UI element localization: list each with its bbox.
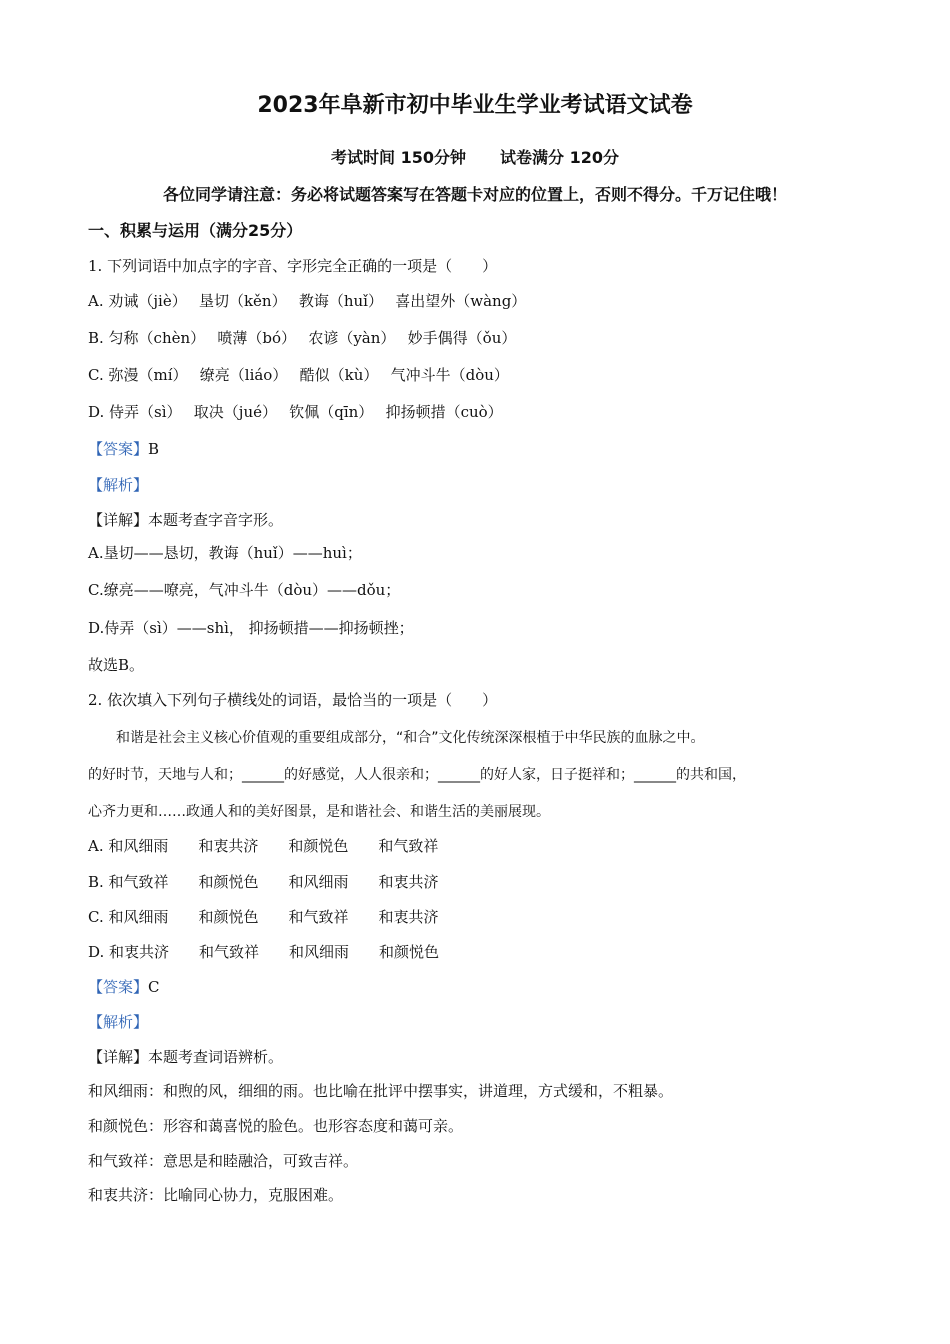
q2-passage-line-0: 和谐是社会主义核心价值观的重要组成部分，“和合”文化传统深深根植于中华民族的血脉之中。 <box>88 730 705 746</box>
q1-detail-3: D.侍弄（sì）——shì， 抑扬顿措——抑扬顿挫； <box>88 619 414 637</box>
answer-tag: 【答案】 <box>88 978 149 996</box>
page-title: 2023年阜新市初中毕业生学业考试语文试卷 <box>257 93 693 118</box>
answer-value: B <box>148 440 160 458</box>
q1-option-d: D. 侍弄（sì） 取决（jué） 钦佩（qīn） 抑扬顿措（cuò） <box>88 403 503 421</box>
answer-tag: 【答案】 <box>88 440 149 458</box>
q2-option-d: D. 和衷共济 和气致祥 和风细雨 和颜悦色 <box>88 943 440 961</box>
q2-option-b: B. 和气致祥 和颜悦色 和风细雨 和衷共济 <box>88 873 439 891</box>
q1-stem: 1. 下列词语中加点字的字音、字形完全正确的一项是（ ） <box>88 257 498 275</box>
q2-detail-3: 和气致祥：意思是和睦融洽，可致吉祥。 <box>88 1152 359 1170</box>
q2-detail-1: 和风细雨：和煦的风，细细的雨。也比喻在批评中摆事实，讲道理，方式缓和，不粗暴。 <box>88 1082 674 1100</box>
answer-value: C <box>148 978 160 996</box>
q1-detail-0: 【详解】本题考查字音字形。 <box>88 511 284 529</box>
q1-answer <box>88 439 159 459</box>
exam-score: 试卷满分 120分 <box>500 148 619 167</box>
q1-detail-1: A.垦切——恳切，教诲（huǐ）——huì； <box>88 544 362 562</box>
section-heading: 一、积累与运用（满分25分） <box>88 221 303 240</box>
q1-option-b: B. 匀称（chèn） 喷薄（bó） 农谚（yàn） 妙手偶得（ǒu） <box>88 329 517 347</box>
q2-analysis-tag: 【解析】 <box>88 1013 149 1031</box>
q2-option-c: C. 和风细雨 和颜悦色 和气致祥 和衷共济 <box>88 908 439 926</box>
exam-meta <box>0 145 950 168</box>
q2-detail-2: 和颜悦色：形容和蔼喜悦的脸色。也形容态度和蔼可亲。 <box>88 1117 464 1135</box>
q1-detail-2: C.缭亮——嘹亮，气冲斗牛（dòu）——dǒu； <box>88 581 401 599</box>
q2-detail-0: 【详解】本题考查词语辨析。 <box>88 1048 284 1066</box>
q1-detail-4: 故选B。 <box>88 656 145 674</box>
exam-time: 考试时间 150分钟 <box>331 148 466 167</box>
q1-analysis-tag: 【解析】 <box>88 476 149 494</box>
q1-option-a: A. 劝诫（jiè） 垦切（kěn） 教诲（huǐ） 喜出望外（wàng） <box>88 292 527 310</box>
q2-answer <box>88 977 160 997</box>
exam-notice: 各位同学请注意：务必将试题答案写在答题卡对应的位置上，否则不得分。千万记住哦！ <box>162 185 787 204</box>
q2-option-a: A. 和风细雨 和衷共济 和颜悦色 和气致祥 <box>88 837 439 855</box>
q2-passage-line-1: 的好时节，天地与人和；______的好感觉，人人很亲和；______的好人家，日子挺祥和；______的共和国， <box>88 767 746 783</box>
q2-detail-4: 和衷共济：比喻同心协力，克服困难。 <box>88 1186 344 1204</box>
q1-option-c: C. 弥漫（mí） 缭亮（liáo） 酷似（kù） 气冲斗牛（dòu） <box>88 366 509 384</box>
q2-passage-line-2: 心齐力更和……政通人和的美好图景，是和谐社会、和谐生活的美丽展现。 <box>88 804 550 820</box>
q2-stem: 2. 依次填入下列句子横线处的词语，最恰当的一项是（ ） <box>88 691 498 709</box>
